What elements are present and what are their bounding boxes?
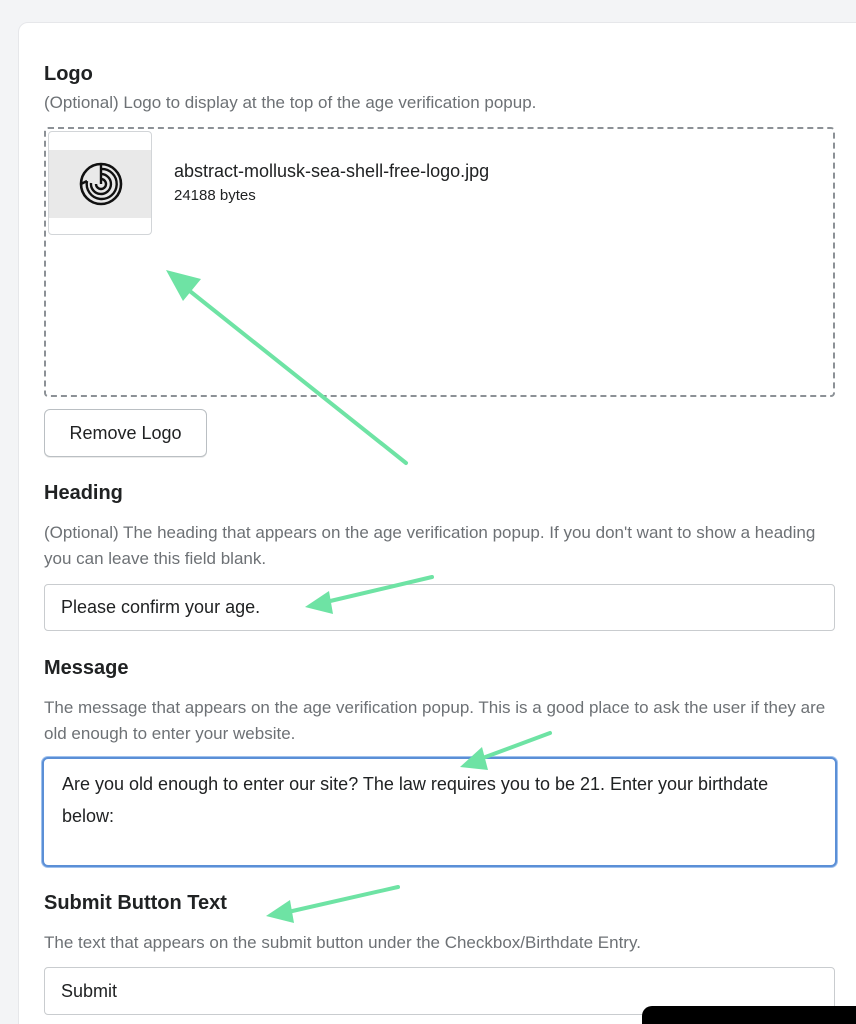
- logo-file-size: 24188 bytes: [174, 187, 256, 204]
- message-help-text: The message that appears on the age verification popup. This is a good place to ask the user if they are old enough to enter your website.: [44, 698, 826, 743]
- submit-text-help-text: The text that appears on the submit button under the Checkbox/Birthdate Entry.: [44, 933, 641, 952]
- logo-label: Logo: [44, 63, 93, 85]
- heading-label: Heading: [44, 482, 123, 504]
- message-label: Message: [44, 657, 129, 679]
- spiral-shell-logo-icon: [78, 161, 124, 207]
- message-textarea[interactable]: [42, 757, 837, 867]
- logo-thumbnail-image: [49, 150, 152, 218]
- logo-thumbnail: [48, 131, 152, 235]
- submit-text-label: Submit Button Text: [44, 892, 227, 914]
- logo-help-text: (Optional) Logo to display at the top of the age verification popup.: [44, 93, 537, 112]
- floating-toolbar: [642, 1006, 856, 1024]
- heading-help-text: (Optional) The heading that appears on the age verification popup. If you don't want to show a heading you can leave this field blank.: [44, 523, 816, 568]
- remove-logo-button[interactable]: Remove Logo: [44, 409, 207, 457]
- logo-file-name: abstract-mollusk-sea-shell-free-logo.jpg: [174, 161, 490, 181]
- heading-input[interactable]: [44, 584, 835, 631]
